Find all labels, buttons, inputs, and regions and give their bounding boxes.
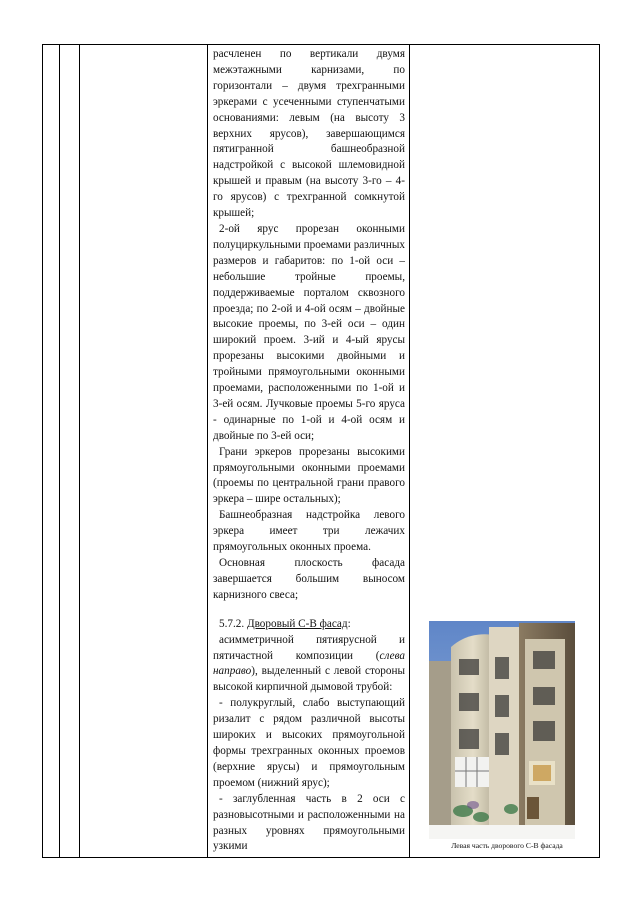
section-title: Дворовый С-В фасад xyxy=(246,617,348,630)
facade-photo xyxy=(429,621,575,839)
paragraph-composition xyxy=(213,633,405,697)
paragraph-recessed-part: - заглубленная часть в 2 оси с разновысотными и расположенными на разных уровнях прямоугольными узкими xyxy=(213,792,405,853)
section-heading xyxy=(213,617,405,633)
composition-italic: слева направо xyxy=(213,649,405,678)
paragraph-second-tier: 2-ой ярус прорезан оконными полуциркульными проемами различных размеров и габаритов: по 1-ой оси – небольшие тройные проемы, поддерживаемые порталом сквозного проезда; по 2-ой и 4-ой осям – двойные высокие проемы, по 3-ей оси – один широкий проем. 3-ий и 4-ый ярусы прорезаны высокими двойными и тройными прямоугольными оконными проемами, расположенными по 1-ой и 3-ей осям. Лучковые проемы 5-го яруса - одинарные по 1-ой и 4-ой осям и двойные по 3-ей оси; xyxy=(213,222,405,442)
paragraph-bay-faces: Грани эркеров прорезаны высокими прямоугольными оконными проемами (проемы по центральной грани правого эркера – шире остальных); xyxy=(213,445,405,506)
document-table xyxy=(42,44,600,858)
paragraph-facade-division: расчленен по вертикали двумя межэтажными карнизами, по горизонтали – двумя трехгранными эркерами с усеченными ступенчатыми основаниями: левым (на высоту 3 верхних ярусов), завершающимся пятигранной башнеобразной надстройкой с высокой шлемовидной крышей и правым (на высоту 3-го – 4-го ярусов) с трехгранной сомкнутой крышей; xyxy=(213,48,405,220)
photo-caption: Левая часть дворового С-В фасада xyxy=(451,841,563,850)
column-divider-1 xyxy=(59,45,60,857)
section-number: 5.7.2. xyxy=(219,617,245,630)
paragraph-tower-superstructure: Башнеобразная надстройка левого эркера имеет три лежачих прямоугольных оконных проема. xyxy=(213,509,405,554)
column-divider-4 xyxy=(409,45,410,857)
column-divider-2 xyxy=(79,45,80,857)
paragraph-cornice: Основная плоскость фасада завершается большим выносом карнизного свеса; xyxy=(213,557,405,601)
description-column xyxy=(213,47,405,855)
paragraph-risalit: - полукруглый, слабо выступающий ризалит с рядом различной высоты широких и высоких прямоугольной формы трехгранных оконных проемов (верхние ярусы) и прямоугольным проемом (нижний ярус); xyxy=(213,697,405,789)
composition-text-end: ), выделенный с левой стороны высокой кирпичной дымовой трубой: xyxy=(213,665,405,694)
column-divider-3 xyxy=(207,45,208,857)
composition-text-start: асимметричной пятиярусной и пятичастной композиции ( xyxy=(213,633,405,662)
section-colon: : xyxy=(347,617,351,630)
